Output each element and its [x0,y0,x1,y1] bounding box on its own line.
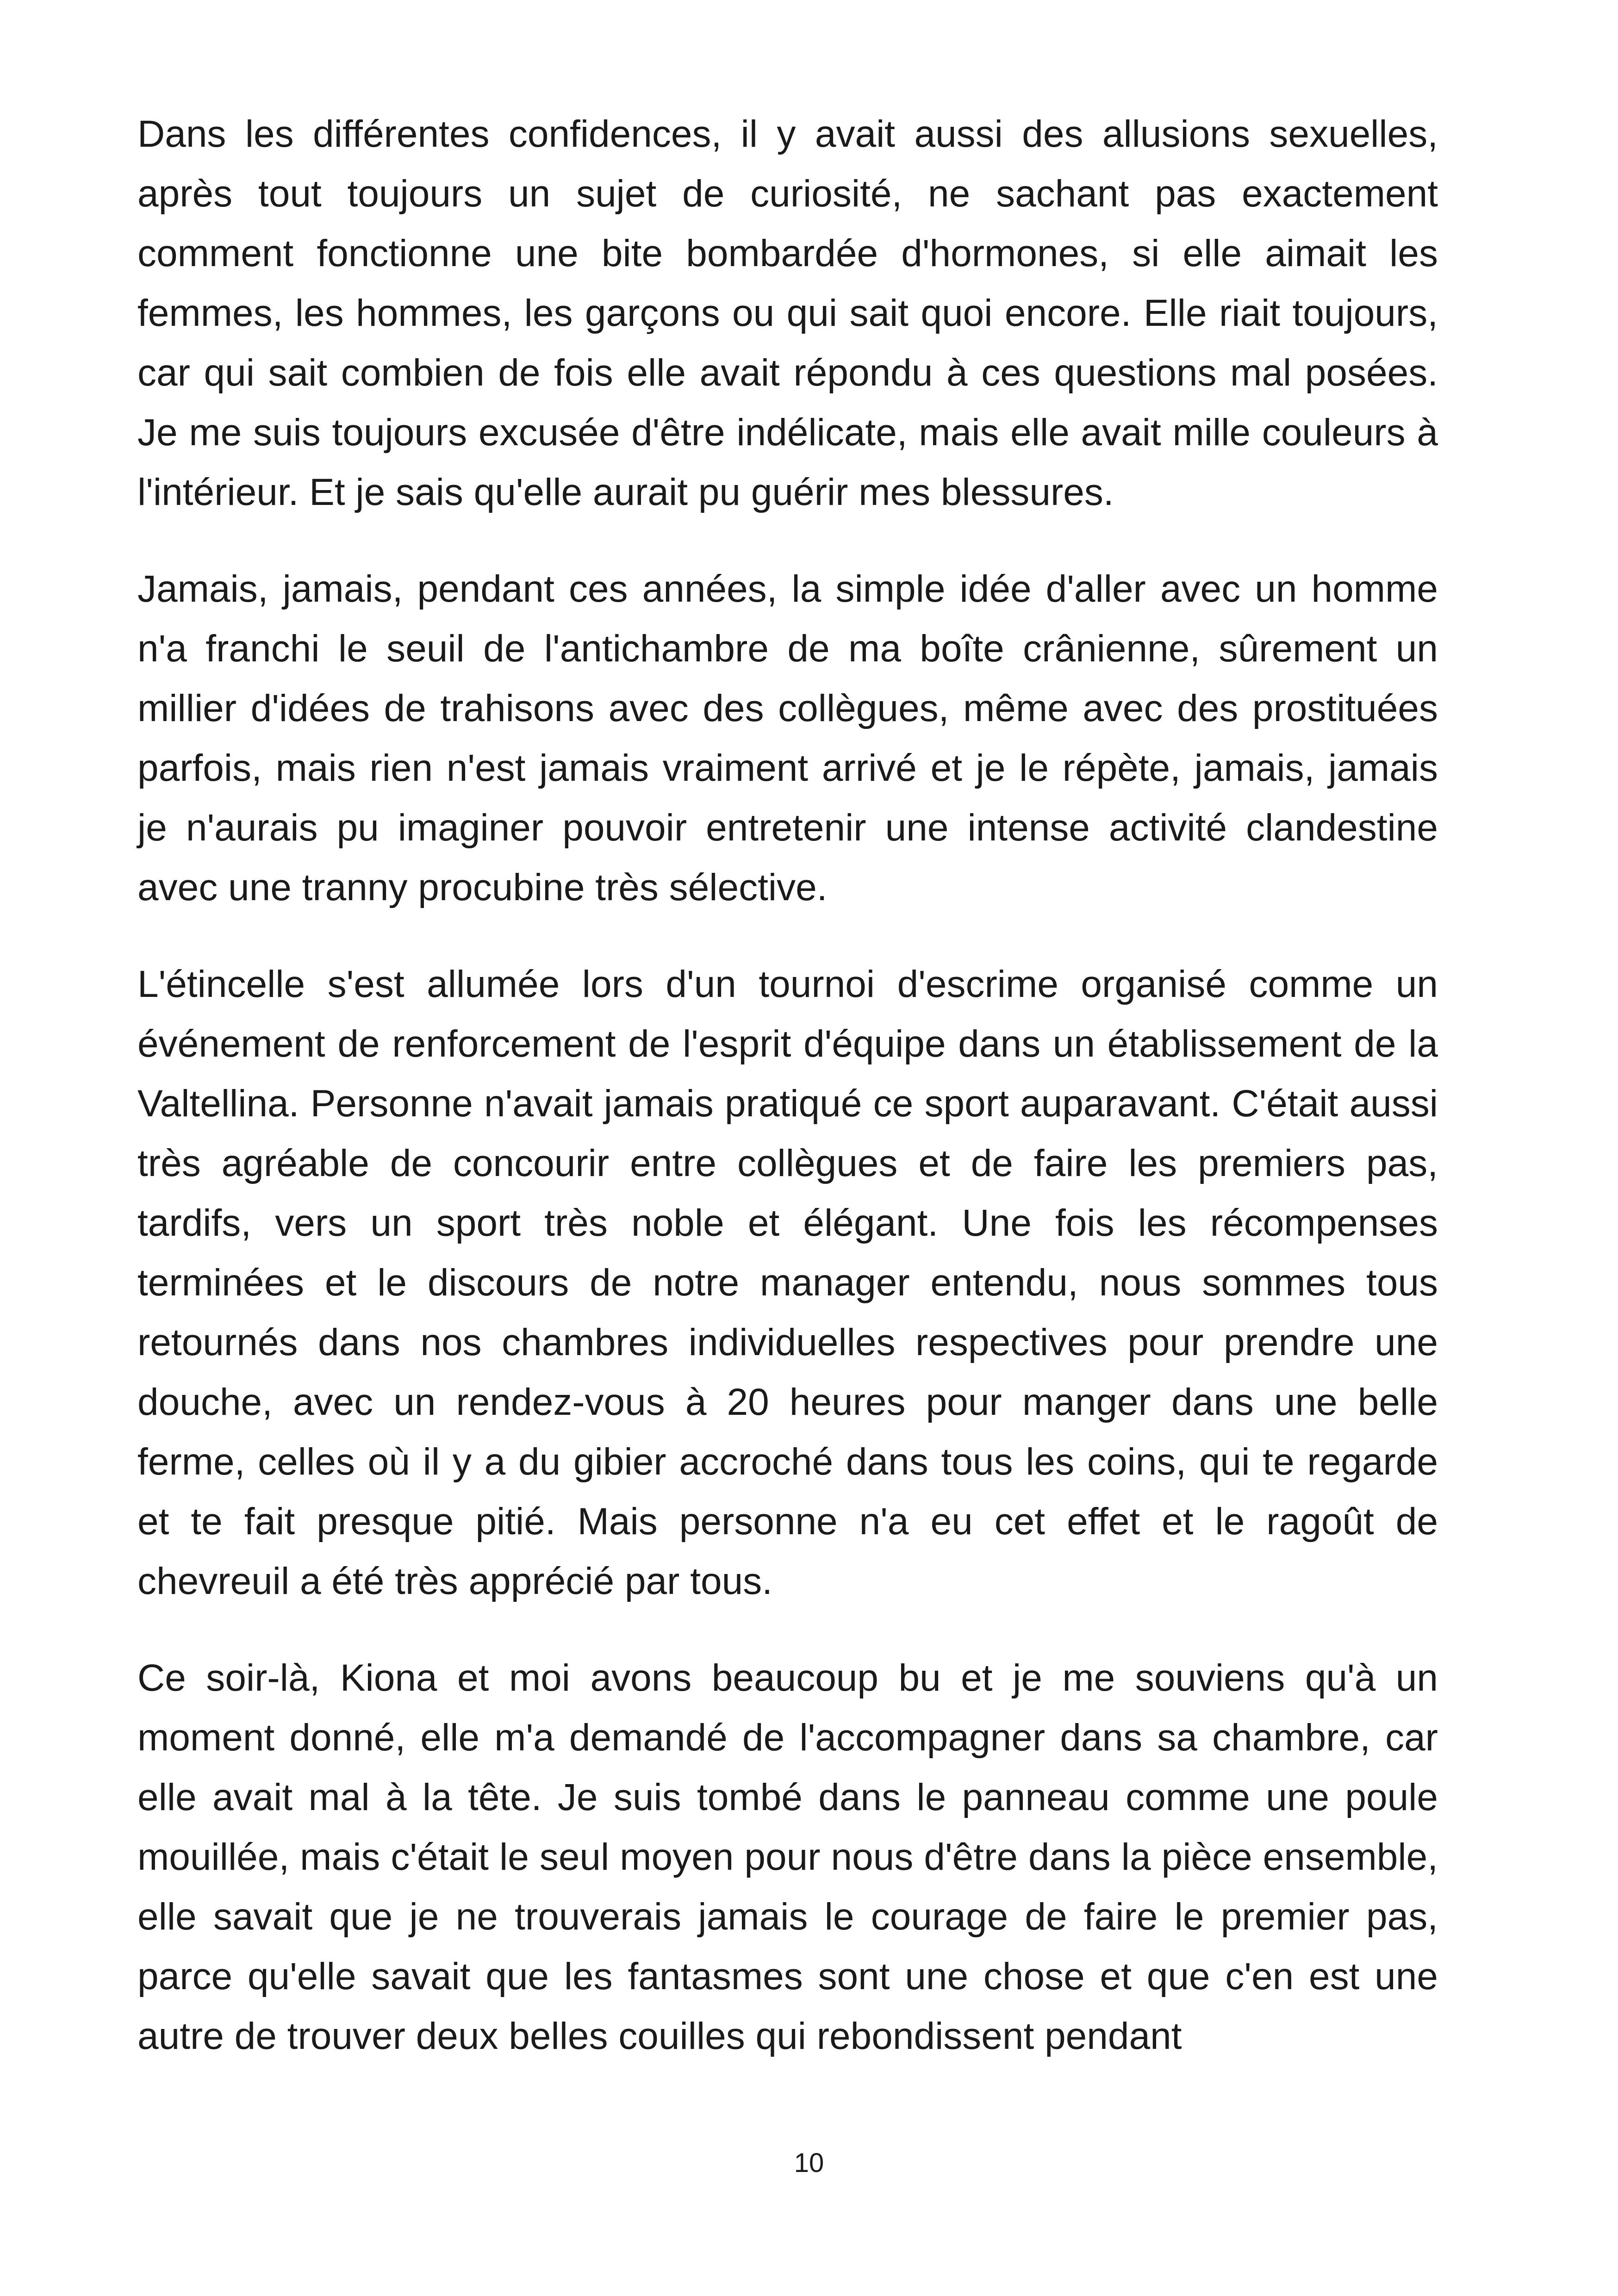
paragraph-4: Ce soir-là, Kiona et moi avons beaucoup bu et je me souviens qu'à un moment donné, elle m'a demandé de l'accompagner dans sa chambre, car elle avait mal à la tête. Je suis tombé dans le panneau comme une poule mouillée, mais c'était le seul moyen pour nous d'être dans la pièce ensemble, elle savait que je ne trouverais jamais le courage de faire le premier pas, parce qu'elle savait que les fantasmes sont une chose et que c'en est une autre de trouver deux belles couilles qui rebondissent pendant [137,1657,1438,2057]
page-number: 10 [794,2148,824,2178]
paragraph-1: Dans les différentes confidences, il y avait aussi des allusions sexuelles, après tout toujours un sujet de curiosité, ne sachant pas exactement comment fonctionne une bite bombardée d'hormones, si elle aimait les femmes, les hommes, les garçons ou qui sait quoi encore. Elle riait toujours, car qui sait combien de fois elle avait répondu à ces questions mal posées. Je me suis toujours excusée d'être indélicate, mais elle avait mille couleurs à l'intérieur. Et je sais qu'elle aurait pu guérir mes blessures. [137,113,1438,513]
body-text [137,104,1438,2103]
paragraph-3: L'étincelle s'est allumée lors d'un tournoi d'escrime organisé comme un événement de renforcement de l'esprit d'équipe dans un établissement de la Valtellina. Personne n'avait jamais pratiqué ce sport auparavant. C'était aussi très agréable de concourir entre collègues et de faire les premiers pas, tardifs, vers un sport très noble et élégant. Une fois les récompenses terminées et le discours de notre manager entendu, nous sommes tous retournés dans nos chambres individuelles respectives pour prendre une douche, avec un rendez-vous à 20 heures pour manger dans une belle ferme, celles où il y a du gibier accroché dans tous les coins, qui te regarde et te fait presque pitié. Mais personne n'a eu cet effet et le ragoût de chevreuil a été très apprécié par tous. [137,963,1438,1602]
paragraph-2: Jamais, jamais, pendant ces années, la simple idée d'aller avec un homme n'a franchi le seuil de l'antichambre de ma boîte crânienne, sûrement un millier d'idées de trahisons avec des collègues, même avec des prostituées parfois, mais rien n'est jamais vraiment arrivé et je le répète, jamais, jamais je n'aurais pu imaginer pouvoir entretenir une intense activité clandestine avec une tranny procubine très sélective. [137,568,1438,908]
